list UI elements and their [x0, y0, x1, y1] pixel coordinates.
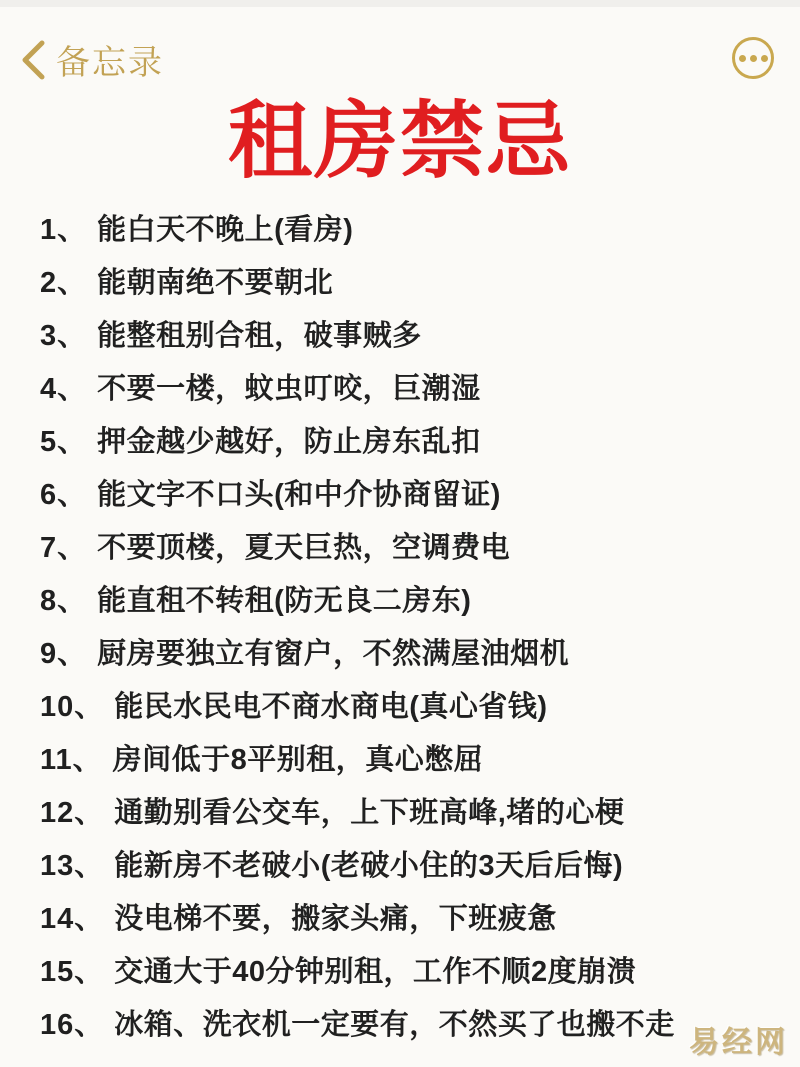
list-item: [40, 639, 780, 670]
list-item-text: 能直租不转租(防无良二房东): [97, 585, 472, 617]
list-item: [40, 480, 780, 511]
list-item: [40, 427, 780, 458]
watermark: 易经网: [689, 1026, 788, 1059]
list-item-number: 7、: [40, 532, 88, 564]
back-button[interactable]: [20, 35, 164, 84]
list-item-number: 4、: [40, 373, 88, 405]
list-item-text: 押金越少越好，防止房东乱扣: [97, 426, 481, 458]
ellipsis-circle-icon: [739, 55, 746, 62]
list-item: [40, 851, 780, 882]
list-item: [40, 321, 780, 352]
list-item-text: 能整租别合租，破事贼多: [97, 320, 422, 352]
list-item-number: 12、: [40, 797, 105, 829]
list-item-number: 9、: [40, 638, 88, 670]
list-item-number: 10、: [40, 691, 105, 723]
list-item: [40, 533, 780, 564]
list-item-number: 14、: [40, 903, 105, 935]
taboo-list: [0, 215, 800, 1041]
top-edge-divider: [0, 0, 800, 7]
list-item-text: 通勤别看公交车，上下班高峰,堵的心梗: [114, 797, 625, 829]
list-item: [40, 798, 780, 829]
list-item-text: 交通大于40分钟别租，工作不顺2度崩溃: [114, 956, 637, 988]
list-item-number: 1、: [40, 214, 88, 246]
list-item-number: 5、: [40, 426, 88, 458]
list-item: [40, 1010, 780, 1041]
list-item: [40, 957, 780, 988]
list-item: [40, 586, 780, 617]
list-item-number: 11、: [40, 744, 103, 776]
list-item-text: 冰箱、洗衣机一定要有，不然买了也搬不走: [114, 1009, 675, 1041]
chevron-left-icon: [20, 40, 46, 80]
list-item: [40, 904, 780, 935]
list-item-number: 15、: [40, 956, 105, 988]
list-item-number: 6、: [40, 479, 88, 511]
list-item-text: 能新房不老破小(老破小住的3天后后悔): [114, 850, 624, 882]
list-item-text: 能文字不口头(和中介协商留证): [97, 479, 501, 511]
list-item: [40, 374, 780, 405]
list-item: [40, 745, 780, 776]
list-item-text: 能民水民电不商水商电(真心省钱): [114, 691, 548, 723]
list-item-text: 房间低于8平别租，真心憋屈: [112, 744, 484, 776]
list-item-text: 不要一楼，蚊虫叮咬，巨潮湿: [97, 373, 481, 405]
list-item-text: 能朝南绝不要朝北: [97, 267, 334, 299]
header: [0, 7, 800, 91]
list-item: [40, 692, 780, 723]
back-button-label: 备忘录: [56, 44, 164, 82]
list-item-number: 13、: [40, 850, 105, 882]
list-item-number: 8、: [40, 585, 88, 617]
note-title: 租房禁忌: [227, 94, 572, 188]
list-item-text: 不要顶楼，夏天巨热，空调费电: [97, 532, 511, 564]
list-item-text: 没电梯不要，搬家头痛，下班疲惫: [114, 903, 557, 935]
list-item: [40, 268, 780, 299]
list-item-text: 能白天不晚上(看房): [97, 214, 354, 246]
list-item: [40, 215, 780, 246]
more-options-button[interactable]: [732, 37, 774, 79]
list-item-text: 厨房要独立有窗户，不然满屋油烟机: [97, 638, 570, 670]
list-item-number: 16、: [40, 1009, 105, 1041]
list-item-number: 3、: [40, 320, 88, 352]
list-item-number: 2、: [40, 267, 88, 299]
